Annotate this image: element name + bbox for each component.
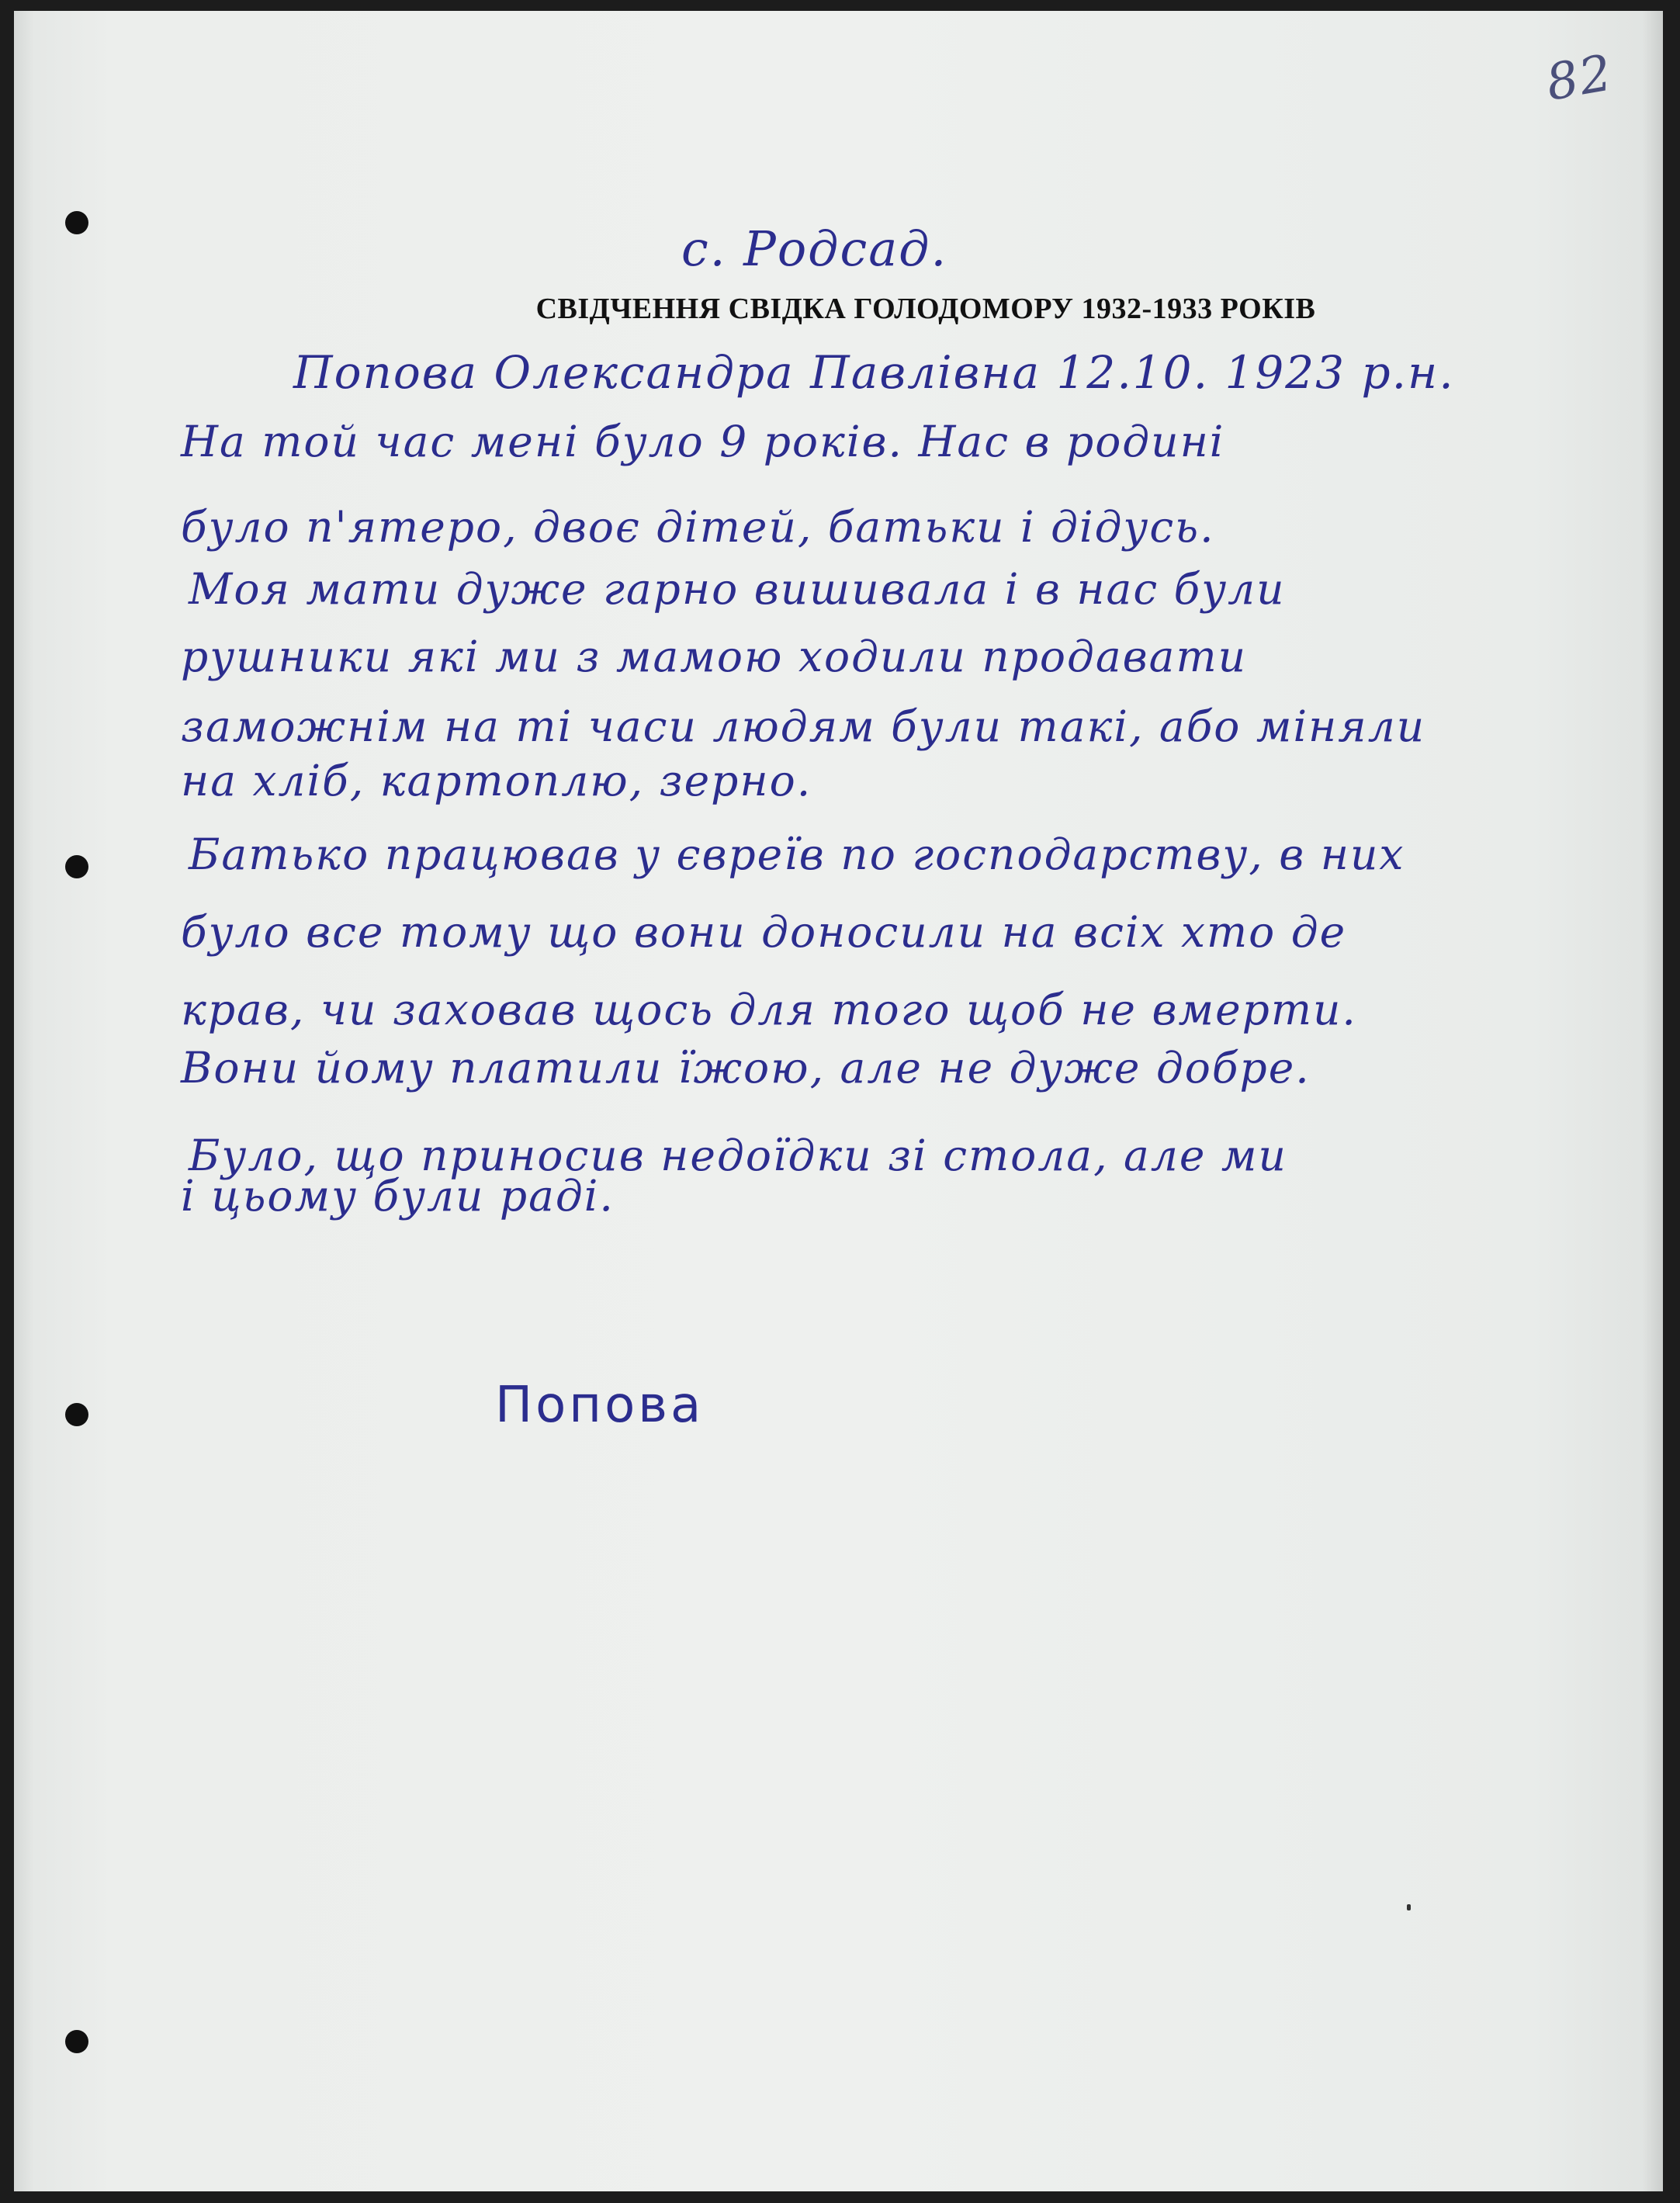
testimony-line: було все тому що вони доносили на всіх хто де bbox=[181, 907, 1347, 957]
testimony-line: крав, чи заховав щось для того щоб не вмерти. bbox=[181, 985, 1357, 1034]
testimony-line: на хліб, картоплю, зерно. bbox=[181, 756, 812, 805]
document-heading: СВІДЧЕННЯ СВІДКА ГОЛОДОМОРУ 1932-1933 РОКІВ bbox=[535, 293, 1316, 325]
testimony-line: заможнім на ті часи людям були такі, або міняли bbox=[181, 701, 1426, 751]
sheet-edge-shadow-right bbox=[1643, 11, 1663, 2191]
page-number: 82 bbox=[1542, 44, 1618, 113]
testimony-line: На той час мені було 9 років. Нас в родині bbox=[181, 417, 1225, 466]
village-name: с. Родсад. bbox=[681, 220, 948, 277]
testimony-line: і цьому були раді. bbox=[181, 1171, 615, 1221]
punch-hole bbox=[65, 211, 88, 234]
testimony-line: Моя мати дуже гарно вишивала і в нас були bbox=[189, 564, 1286, 614]
punch-hole bbox=[65, 1403, 88, 1426]
testimony-line: рушники які ми з мамою ходили продавати bbox=[181, 632, 1248, 681]
punch-hole bbox=[65, 2030, 88, 2053]
testimony-line: Вони йому платили їжою, але не дуже добре. bbox=[181, 1043, 1311, 1093]
testimony-line: Було, що приносив недоїдки зі стола, але ми bbox=[189, 1131, 1287, 1180]
witness-name-line: Попова Олександра Павлівна 12.10. 1923 р.н. bbox=[293, 346, 1455, 399]
sheet-edge-shadow-left bbox=[14, 11, 34, 2191]
testimony-line: Батько працював у євреїв по господарству, в них bbox=[189, 830, 1405, 879]
paper-sheet bbox=[14, 11, 1663, 2191]
testimony-line: було п'ятеро, двоє дітей, батьки і дідусь. bbox=[181, 502, 1215, 552]
punch-hole bbox=[65, 855, 88, 878]
ink-speck bbox=[1407, 1904, 1411, 1910]
witness-signature: Попова bbox=[495, 1377, 705, 1434]
